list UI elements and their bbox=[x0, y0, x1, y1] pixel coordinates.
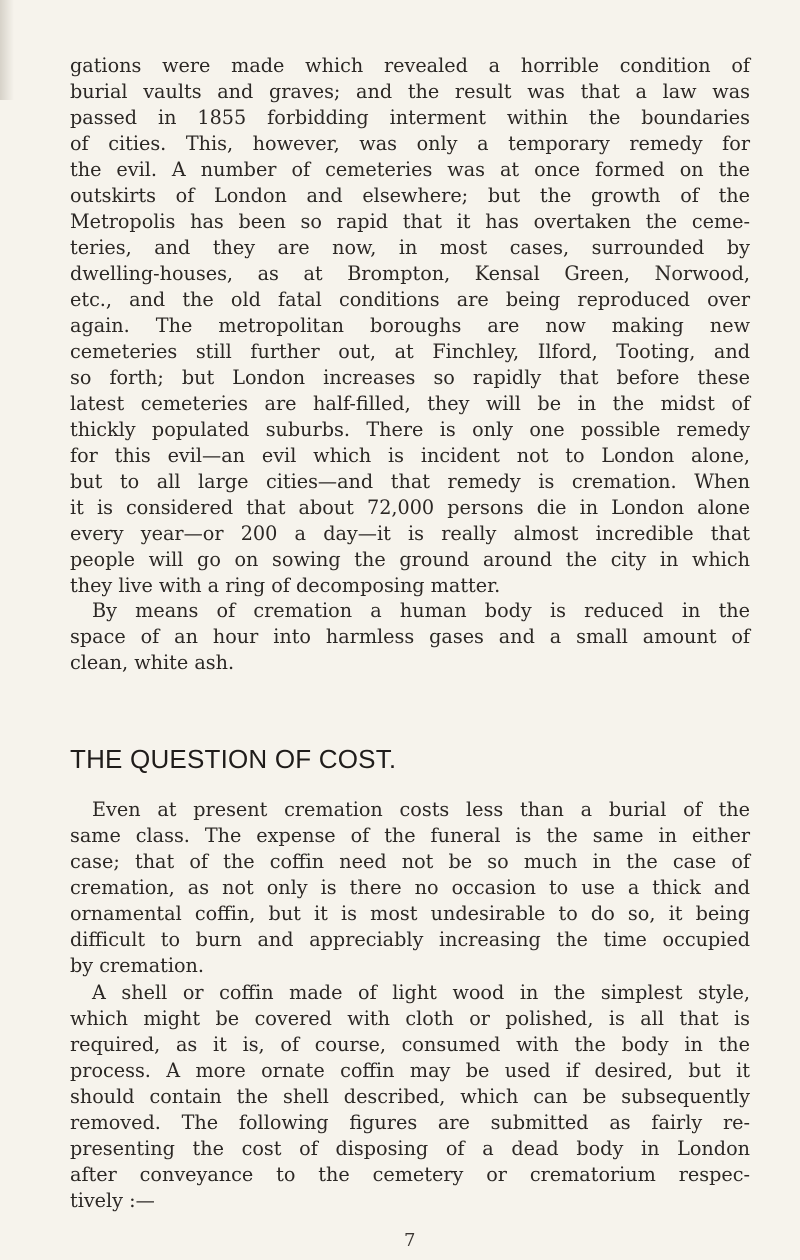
paragraph-burial-reform bbox=[70, 53, 750, 599]
text-line: etc., and the old fatal conditions are being reproduced over bbox=[70, 288, 750, 311]
text-line: process. A more ornate coffin may be used if desired, but it bbox=[70, 1059, 750, 1082]
text-line: outskirts of London and elsewhere; but the growth of the bbox=[70, 184, 750, 207]
text-line: difficult to burn and appreciably increasing the time occupied bbox=[70, 928, 750, 951]
text-line: for this evil—an evil which is incident not to London alone, bbox=[70, 444, 750, 467]
text-line: burial vaults and graves; and the result was that a law was bbox=[70, 80, 750, 103]
text-line: tively :— bbox=[70, 1189, 155, 1212]
text-line: by cremation. bbox=[70, 954, 204, 977]
text-line: thickly populated suburbs. There is only one possible remedy bbox=[70, 418, 750, 441]
text-line: By means of cremation a human body is reduced in the bbox=[92, 599, 750, 622]
text-line: passed in 1855 forbidding interment within the boundaries bbox=[70, 106, 750, 129]
text-line: presenting the cost of disposing of a dead body in London bbox=[70, 1137, 750, 1160]
paragraph-cost-comparison bbox=[70, 797, 750, 979]
text-line: which might be covered with cloth or polished, is all that is bbox=[70, 1007, 750, 1030]
text-line: gations were made which revealed a horrible condition of bbox=[70, 54, 750, 77]
text-line: people will go on sowing the ground around the city in which bbox=[70, 548, 750, 571]
text-line: but to all large cities—and that remedy is cremation. When bbox=[70, 470, 750, 493]
text-line: every year—or 200 a day—it is really almost incredible that bbox=[70, 522, 750, 545]
text-line: cremation, as not only is there no occasion to use a thick and bbox=[70, 876, 750, 899]
section-heading: THE QUESTION OF COST. bbox=[70, 744, 397, 774]
text-line: same class. The expense of the funeral is the same in either bbox=[70, 824, 750, 847]
paragraph-cremation-process-body bbox=[70, 598, 750, 676]
text-line: the evil. A number of cemeteries was at once formed on the bbox=[70, 158, 750, 181]
text-line: they live with a ring of decomposing matter. bbox=[70, 574, 501, 597]
text-line: teries, and they are now, in most cases, surrounded by bbox=[70, 236, 750, 259]
text-line: after conveyance to the cemetery or crematorium respec- bbox=[70, 1163, 750, 1186]
text-line: of cities. This, however, was only a temporary remedy for bbox=[70, 132, 750, 155]
text-line: so forth; but London increases so rapidly that before these bbox=[70, 366, 750, 389]
text-line: should contain the shell described, which can be subsequently bbox=[70, 1085, 750, 1108]
text-line: cemeteries still further out, at Finchley, Ilford, Tooting, and bbox=[70, 340, 750, 363]
text-line: case; that of the coffin need not be so much in the case of bbox=[70, 850, 750, 873]
text-line: removed. The following figures are submitted as fairly re- bbox=[70, 1111, 750, 1134]
text-line: A shell or coffin made of light wood in the simplest style, bbox=[92, 981, 750, 1004]
text-line: required, as it is, of course, consumed with the body in the bbox=[70, 1033, 750, 1056]
text-line: it is considered that about 72,000 persons die in London alone bbox=[70, 496, 750, 519]
text-line: space of an hour into harmless gases and a small amount of bbox=[70, 625, 750, 648]
text-line: Even at present cremation costs less than a burial of the bbox=[92, 798, 750, 821]
text-line: ornamental coffin, but it is most undesirable to do so, it being bbox=[70, 902, 750, 925]
text-line: clean, white ash. bbox=[70, 651, 235, 674]
page-edge-shadow bbox=[0, 0, 14, 100]
text-line: Metropolis has been so rapid that it has overtaken the ceme- bbox=[70, 210, 750, 233]
text-line: again. The metropolitan boroughs are now making new bbox=[70, 314, 750, 337]
page-number: 7 bbox=[404, 1230, 416, 1251]
text-line: dwelling-houses, as at Brompton, Kensal Green, Norwood, bbox=[70, 262, 750, 285]
paragraph-coffin-description bbox=[70, 980, 750, 1214]
text-line: latest cemeteries are half-filled, they will be in the midst of bbox=[70, 392, 750, 415]
